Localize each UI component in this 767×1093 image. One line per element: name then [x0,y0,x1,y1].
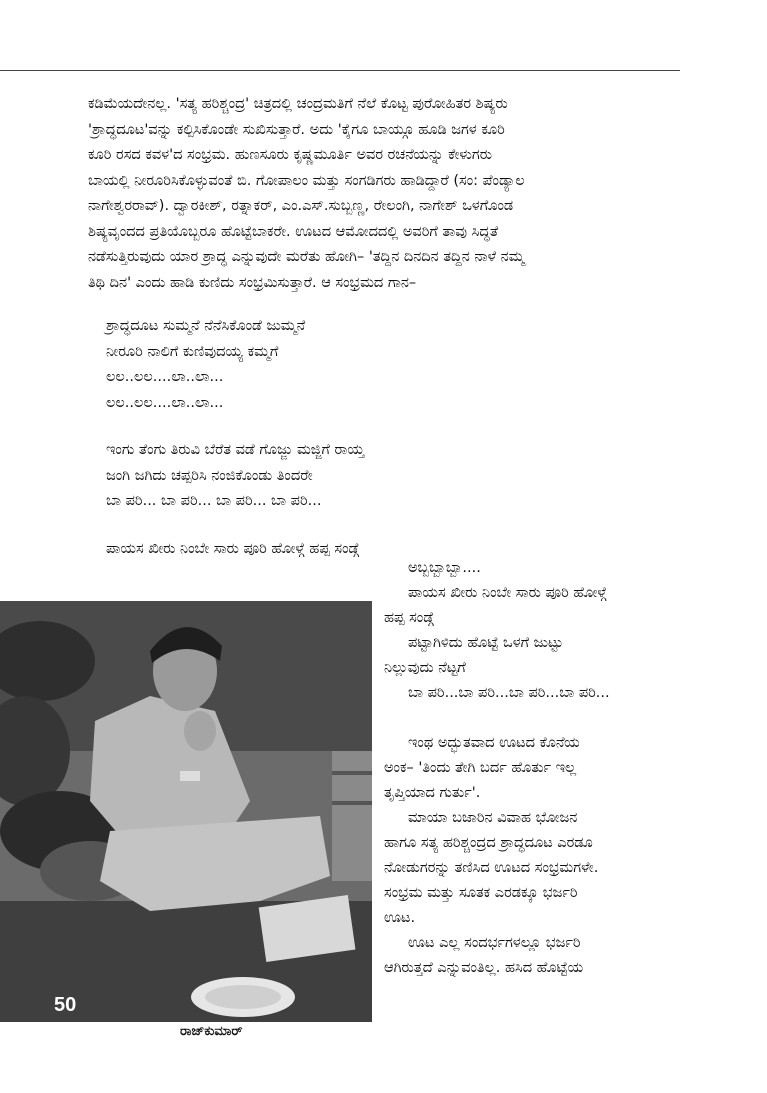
song-line: ಜಂಗಿ ಜಗಿದು ಚಪ್ಪರಿಸಿ ನಂಜಿಕೊಂಡು ತಿಂದರೇ [106,467,313,484]
body-paragraph [88,92,678,296]
right-line: ತೃಪ್ತಿಯಾದ ಗುರ್ತು'. [384,785,481,801]
right-line: ಹಪ್ಪ ಸಂಡ್ಗೆ [384,610,434,626]
song-line: ಶ್ರಾದ್ಧದೂಟ ಸುಮ್ಮನೆ ನೆನೆಸಿಕೊಂಡೆ ಜುಮ್ಮನೆ [106,318,306,334]
paragraph-line: ಕೂರಿ ರಸದ ಕವಳ'ದ ಸಂಭ್ರಮ. ಹುಣಸೂರು ಕೃಷ್ಣಮೂರ್ತಿ ಅವರ ರಚನೆಯನ್ನು ಕೇಳುಗರು [88,147,493,163]
right-line: ಪಟ್ಟಾಗಿಳಿದು ಹೊಟ್ಟೆ ಒಳಗೆ ಜುಟ್ಟು [408,635,564,651]
photo-illustration [0,601,372,1022]
right-line: ಮಾಯಾ ಬಜಾರಿನ ವಿವಾಹ ಭೋಜನ [408,810,578,826]
paragraph-line: ಬಾಯಲ್ಲಿ ನೀರೂರಿಸಿಕೊಳ್ಳುವಂತೆ ಬಿ. ಗೋಪಾಲಂ ಮತ್ತು ಸಂಗಡಿಗರು ಹಾಡಿದ್ದಾರೆ (ಸಂ: ಪೆಂಡ್ಯಾಲ [88,172,525,189]
song-line: ಲಲ..ಲಲ....ಲಾ..ಲಾ... [106,394,224,411]
right-line: ಬಾ ಪರಿ...ಬಾ ಪರಿ...ಬಾ ಪರಿ...ಬಾ ಪರಿ... [408,685,610,701]
right-line: ಸಂಭ್ರಮ ಮತ್ತು ಸೂತಕ ಎರಡಕ್ಕೂ ಭರ್ಜರಿ [384,885,578,901]
paragraph-line: ತಿಥಿ ದಿನ' ಎಂದು ಹಾಡಿ ಕುಣಿದು ಸಂಭ್ರಮಿಸುತ್ತಾರೆ. ಆ ಸಂಭ್ರಮದ ಗಾನ– [88,274,417,291]
song-line: ನೀರೂರಿ ನಾಲಿಗೆ ಕುಣಿವುದಯ್ಯ ಕಮ್ಮಗೆ [106,343,279,360]
song-line: ಲಲ..ಲಲ....ಲಾ..ಲಾ... [106,369,224,385]
right-line: ಆಗಿರುತ್ತದೆ ಎನ್ನುವಂತಿಲ್ಲ. ಹಸಿದ ಹೊಟ್ಟೆಯ [384,960,584,976]
right-line: ನೋಡುಗರನ್ನು ತಣಿಸಿದ ಊಟದ ಸಂಭ್ರಮಗಳೇ. [384,860,599,876]
right-line: ಪಾಯಸ ಖೀರು ನಿಂಬೇ ಸಾರು ಪೂರಿ ಹೋಳ್ಗೆ [408,585,607,601]
song-verse-1 [106,314,305,416]
portrait-photo [0,601,372,1022]
right-line: ಹಾಗೂ ಸತ್ಯ ಹರಿಶ್ಚಂದ್ರದ ಶ್ರಾದ್ಧದೂಟ ಎರಡೂ [384,835,593,851]
song-verse-3 [106,537,359,563]
right-line: ಅಂಕ– 'ತಿಂದು ತೇಗಿ ಬರ್ದ ಹೊರ್ತು ಇಲ್ಲ [384,760,577,776]
right-line-blank [384,706,684,731]
paragraph-line: 'ಶ್ರಾದ್ಧದೂಟ'ವನ್ನು ಕಲ್ಪಿಸಿಕೊಂಡೇ ಸುಖಿಸುತ್ತಾರೆ. ಅದು 'ಕೈಗೂ ಬಾಯ್ಗೂ ಹೂಡಿ ಜಗಳ ಕೂರಿ [88,121,505,138]
page-number: 50 [54,994,77,1016]
right-line: ಊಟ ಎಲ್ಲ ಸಂದರ್ಭಗಳಲ್ಲೂ ಭರ್ಜರಿ [408,935,581,951]
paragraph-line: ನಡೆಸುತ್ತಿರುವುದು ಯಾರ ಶ್ರಾದ್ಧ ಎನ್ನುವುದೇ ಮರೆತು ಹೋಗಿ– 'ತದ್ದಿನ ದಿನದಿನ ತದ್ದಿನ ನಾಳೆ ನಮ್ಮ [88,249,525,265]
song-line: ಬಾ ಪರಿ... ಬಾ ಪರಿ... ಬಾ ಪರಿ... ಬಾ ಪರಿ... [106,493,322,509]
paragraph-line: ಶಿಷ್ಯವೃಂದದ ಪ್ರತಿಯೊಬ್ಬರೂ ಹೊಟ್ಟೆಬಾಕರೇ. ಊಟದ ಆಮೋದದಲ್ಲಿ ಅವರಿಗೆ ತಾವು ಸಿದ್ಧತೆ [88,223,499,240]
paragraph-line: ನಾಗೇಶ್ವರರಾವ್). ದ್ವಾರಕೀಶ್, ರತ್ನಾಕರ್, ಎಂ.ಎಸ್.ಸುಬ್ಬಣ್ಣ, ರೇಲಂಗಿ, ನಾಗೇಶ್ ಒಳಗೊಂಡ [88,198,514,214]
right-line: ಅಬ್ಬಬ್ಬಾಬ್ಬಾ.... [408,560,481,576]
right-line: ಇಂಥ ಅದ್ಭುತವಾದ ಊಟದ ಕೊನೆಯ [408,735,580,751]
header-rule [0,70,680,71]
right-line: ನಿಲ್ಲುವುದು ನೆಟ್ಟಗೆ [384,660,466,676]
right-column-text [384,556,684,981]
paragraph-line: ಕಡಿಮೆಯದೇನಲ್ಲ. 'ಸತ್ಯ ಹರಿಶ್ಚಂದ್ರ' ಚಿತ್ರದಲ್ಲಿ ಚಂದ್ರಮತಿಗೆ ನೆಲೆ ಕೊಟ್ಟ ಪುರೋಹಿತರ ಶಿಷ್ಯರು [88,96,508,112]
song-verse-2 [106,438,364,515]
right-line: ಊಟ. [384,910,416,926]
song-line: ಇಂಗು ತೆಂಗು ತಿರುವಿ ಬೆರೆತ ವಡೆ ಗೊಜ್ಜು ಮಜ್ಜಿಗೆ ರಾಯ್ತ [106,442,365,458]
photo-caption: ರಾಜ್‌ಕುಮಾರ್ [180,1024,243,1039]
song-line: ಪಾಯಸ ಖೀರು ನಿಂಬೇ ಸಾರು ಪೂರಿ ಹೋಳ್ಗೆ ಹಪ್ಪ ಸಂಡ್ಗೆ [106,541,360,557]
